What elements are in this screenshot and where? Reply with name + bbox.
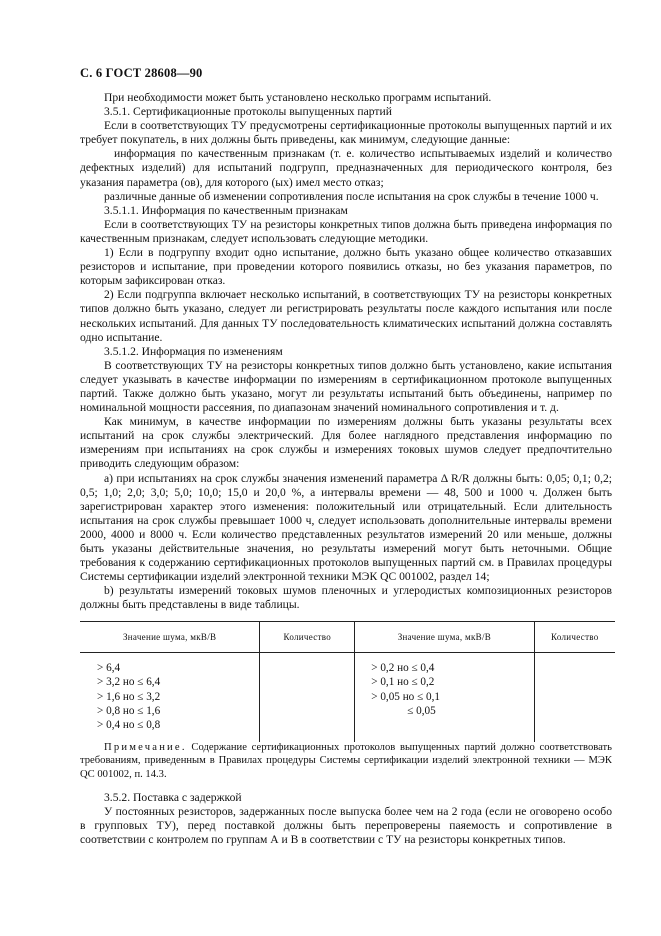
table-cell-value: > 0,8 но ≤ 1,6 xyxy=(97,704,161,717)
section-heading: 3.5.1.2. Информация по изменениям xyxy=(104,344,283,358)
table-cell-value: > 3,2 но ≤ 6,4 xyxy=(97,676,161,689)
section-heading: 3.5.2. Поставка с задержкой xyxy=(104,791,242,804)
table-cell-value: > 0,2 но ≤ 0,4 xyxy=(371,662,435,674)
column-header-noise-value: Значение шума, мкВ/В xyxy=(355,622,534,653)
note-text: Содержание сертификационных протоколов выпущенных партий должно соответствовать требованиям, приведенным в Правилах процедуры Системы сертификации изделий электронной техники — МЭК QC 001002, п. 14.3. xyxy=(80,742,612,780)
section-delayed-delivery xyxy=(80,791,612,847)
quantity-cell xyxy=(534,653,615,743)
paragraph: У постоянных резисторов, задержанных после выпуска более чем на 2 года (если не оговорено особо в групповых ТУ), перед поставкой должны быть перепроверены паяемость и сопротивление в соответствии с контролем по группам А и В в соответствии с ТУ на резисторы конкретных типов. xyxy=(80,805,612,847)
column-header-quantity: Количество xyxy=(534,622,615,653)
page-header: С. 6 ГОСТ 28608—90 xyxy=(80,66,203,80)
paragraph: В соответствующих ТУ на резисторы конкретных типов должно быть установлено, какие испытания следует указывать в качестве информации по измерениям в сертификационном протоколе выпущенных партий. Также должно быть указано, могут ли результаты испытаний быть объединены, например по номинальной мощности рассеяния, по диапазонам значений номинального сопротивления и т. д. xyxy=(80,358,612,415)
section-heading: 3.5.1. Сертификационные протоколы выпущенных партий xyxy=(104,105,392,119)
table-cell-value: > 1,6 но ≤ 3,2 xyxy=(97,690,161,703)
table-cell-value: ≤ 0,05 xyxy=(407,704,436,717)
paragraph: а) при испытаниях на срок службы значения изменений параметра Δ R/R должны быть: 0,05; 0,1; 0,2; 0,5; 1,0; 2,0; 3,0; 5,0; 10,0; 15,0 и 20,0 %, а интервалы времени — 48, 500 и 1000 ч. Должен быть зарегистрирован характер этого изменения: положительный или отрицательный. Если длительность испытания на срок службы превышает 1000 ч, следует использовать дополнительные интервалы времени 2000, 4000 и 8000 ч. Если количество представленных результатов измерений 20 или меньше, должны быть указаны действительные значения, но результаты измерений могут быть неточными. Общие требования к содержанию сертификационных протоколов выпущенных партий см. в Правилах процедуры Системы сертификации изделий электронной техники МЭК QC 001002, раздел 14; xyxy=(80,471,612,584)
noise-table xyxy=(80,621,615,742)
table-header-row xyxy=(80,622,615,653)
table-cell-value: > 0,1 но ≤ 0,2 xyxy=(371,676,435,689)
paragraph: различные данные об изменении сопротивления после испытания на срок службы в течение 1000 ч. xyxy=(104,189,599,203)
noise-values-cell xyxy=(355,653,534,743)
main-text xyxy=(80,91,612,612)
column-header-noise-value: Значение шума, мкВ/В xyxy=(80,622,260,653)
paragraph: Как минимум, в качестве информации по измерениям должны быть указаны результаты всех испытаний на срок службы электрический. Для более наглядного представления информацию по измерениям при испытаниях на срок службы и измерениях токовых шумов следует предпочтительно приводить следующим образом: xyxy=(80,415,612,471)
paragraph: 2) Если подгруппа включает несколько испытаний, в соответствующих ТУ на резисторы конкретных типов должно быть указано, следует ли регистрировать результаты после каждого испытания или после нескольких испытаний. Для данных ТУ последовательность климатических испытаний должна составлять одно испытание. xyxy=(80,288,612,344)
section-heading: 3.5.1.1. Информация по качественным признакам xyxy=(104,203,348,217)
quantity-cell xyxy=(260,653,355,743)
table-cell-value: > 0,05 но ≤ 0,1 xyxy=(371,690,440,703)
table-cell-value: > 6,4 xyxy=(97,662,121,674)
paragraph: Если в соответствующих ТУ на резисторы конкретных типов должна быть приведена информация по качественным признакам, следует использовать следующие методики. xyxy=(80,217,612,245)
noise-values-cell xyxy=(80,653,260,743)
table-row xyxy=(80,653,615,743)
paragraph: 1) Если в подгруппу входит одно испытание, должно быть указано общее количество отказавших резисторов и испытание, при проведении которого появились отказы, но без указания параметров, по которым зафиксирован отказ. xyxy=(80,246,612,288)
table-cell-value: > 0,4 но ≤ 0,8 xyxy=(97,719,161,732)
paragraph: информация по качественным признакам (т. е. количество испытываемых изделий и количество дефектных изделий) для испытаний подгрупп, предназначенных для периодического контроля, без указания параметра (ов), для которого (ых) имел место отказ; xyxy=(80,147,612,189)
paragraph: При необходимости может быть установлено несколько программ испытаний. xyxy=(104,91,492,104)
paragraph: Если в соответствующих ТУ предусмотрены сертификационные протоколы выпущенных партий и их требует покупатель, в них должны быть приведены, как минимум, следующие данные: xyxy=(80,119,612,147)
note-block xyxy=(80,741,612,781)
note-label: Примечание. xyxy=(104,742,187,753)
paragraph: b) результаты измерений токовых шумов пленочных и углеродистых композиционных резисторов должны быть представлены в виде таблицы. xyxy=(80,584,612,612)
column-header-quantity: Количество xyxy=(260,622,355,653)
